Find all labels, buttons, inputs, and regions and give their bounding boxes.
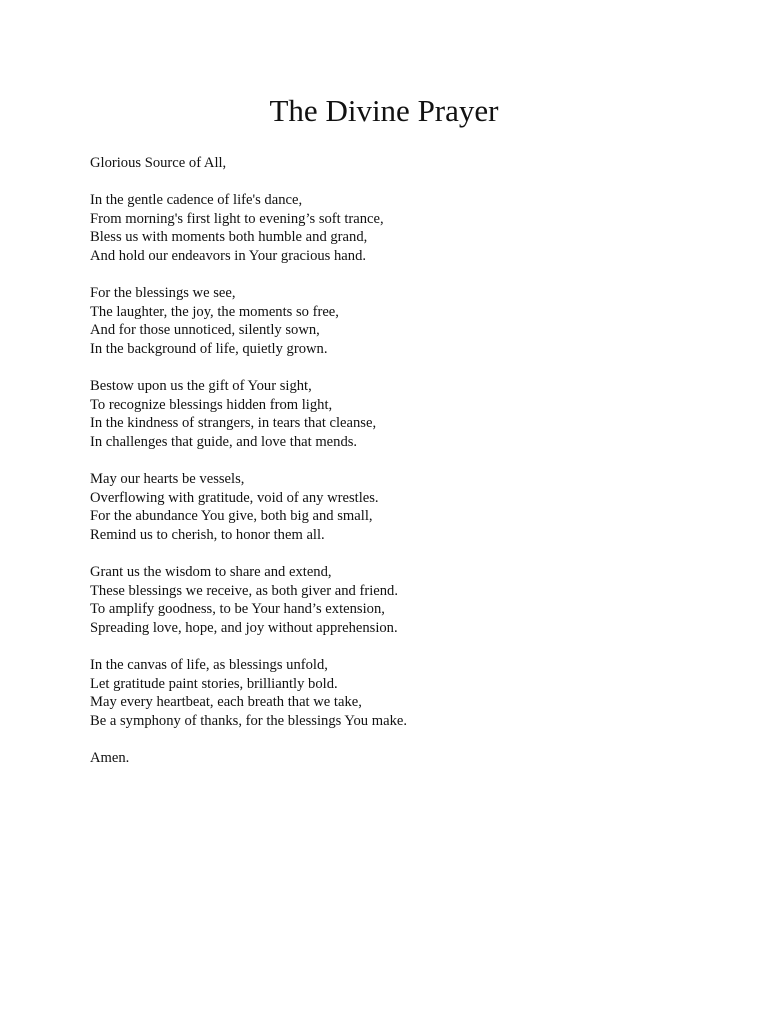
stanza-line: Spreading love, hope, and joy without apprehension. (90, 619, 398, 636)
stanza-line: In the background of life, quietly grown. (90, 340, 328, 357)
stanza-1 (90, 191, 690, 265)
stanza-line: To amplify goodness, to be Your hand’s extension, (90, 601, 385, 618)
stanza-line: And hold our endeavors in Your gracious hand. (90, 247, 367, 264)
stanza-line: And for those unnoticed, silently sown, (90, 322, 320, 339)
stanza-5 (90, 563, 690, 637)
stanza-2 (90, 284, 690, 358)
stanza-line: Bless us with moments both humble and grand, (90, 229, 368, 246)
page-title: The Divine Prayer (269, 93, 499, 128)
stanza-line: In the gentle cadence of life's dance, (90, 192, 303, 209)
stanza-line: May our hearts be vessels, (90, 471, 245, 488)
stanza-line: Remind us to cherish, to honor them all. (90, 526, 325, 543)
stanza-line: Overflowing with gratitude, void of any wrestles. (90, 489, 379, 506)
stanza-line: In the kindness of strangers, in tears that cleanse, (90, 415, 377, 432)
stanza-line: These blessings we receive, as both giver and friend. (90, 582, 398, 599)
stanza-line: In challenges that guide, and love that mends. (90, 433, 358, 450)
stanza-3 (90, 377, 690, 451)
prayer-body (90, 154, 690, 768)
stanza-6 (90, 656, 690, 730)
closing: Amen. (90, 750, 130, 766)
stanza-line: Grant us the wisdom to share and extend, (90, 564, 332, 581)
stanza-line: In the canvas of life, as blessings unfold, (90, 657, 328, 674)
stanza-line: The laughter, the joy, the moments so free, (90, 303, 339, 320)
stanza-4 (90, 470, 690, 544)
stanza-line: For the blessings we see, (90, 285, 236, 302)
stanza-line: Let gratitude paint stories, brilliantly bold. (90, 675, 338, 692)
stanza-line: Bestow upon us the gift of Your sight, (90, 378, 312, 395)
stanza-line: To recognize blessings hidden from light, (90, 396, 333, 413)
salutation: Glorious Source of All, (90, 155, 227, 171)
stanza-line: Be a symphony of thanks, for the blessings You make. (90, 712, 407, 729)
stanza-line: For the abundance You give, both big and small, (90, 508, 373, 525)
stanza-line: From morning's first light to evening’s soft trance, (90, 210, 384, 227)
stanza-line: May every heartbeat, each breath that we take, (90, 694, 362, 711)
